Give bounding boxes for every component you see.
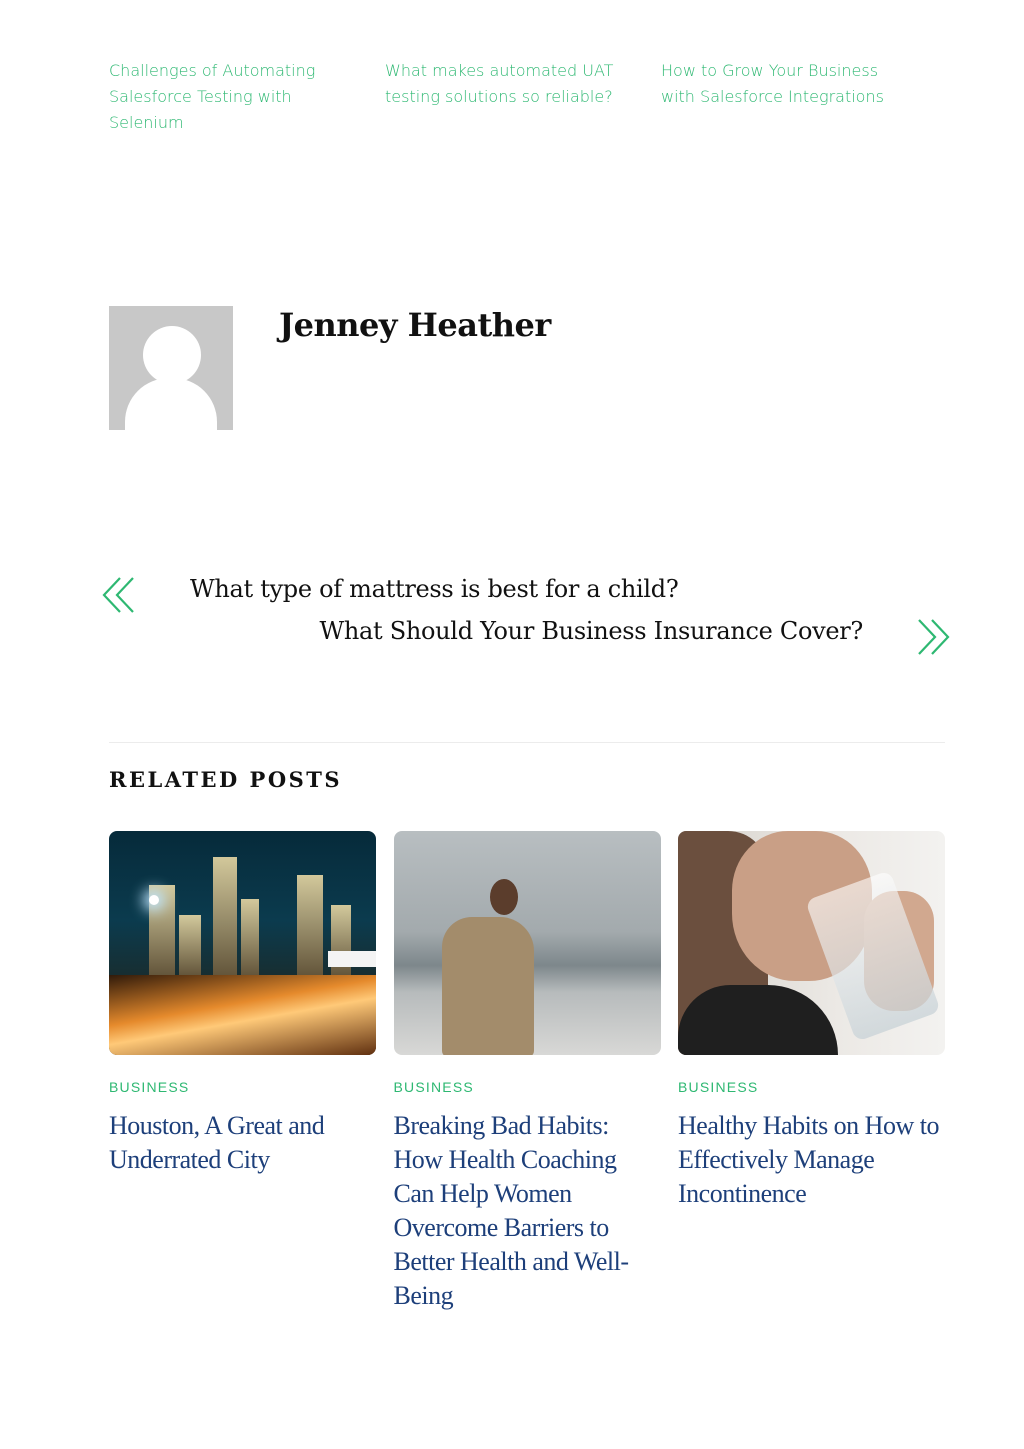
post-navigation <box>100 570 960 670</box>
related-post-card <box>394 831 661 1313</box>
related-post-title[interactable]: Houston, A Great and Underrated City <box>109 1111 325 1174</box>
top-post-link-1[interactable]: Challenges of Automating Salesforce Testing with Selenium <box>109 61 316 132</box>
related-post-card <box>109 831 376 1313</box>
double-chevron-left-icon[interactable] <box>100 576 138 614</box>
section-divider <box>109 742 945 743</box>
avatar-head-shape <box>143 326 201 384</box>
related-post-category[interactable]: BUSINESS <box>109 1079 190 1095</box>
related-post-image-water[interactable] <box>678 831 945 1055</box>
author-name[interactable]: Jenney Heather <box>279 306 551 344</box>
next-post-link[interactable]: What Should Your Business Insurance Cover? <box>319 617 863 645</box>
top-post-links <box>109 58 945 136</box>
related-post-title[interactable]: Healthy Habits on How to Effectively Manage Incontinence <box>678 1111 939 1208</box>
avatar-body-shape <box>125 378 217 430</box>
related-post-title[interactable]: Breaking Bad Habits: How Health Coaching Can Help Women Overcome Barriers to Better Health and Well-Being <box>393 1111 629 1310</box>
related-posts-grid <box>109 831 945 1313</box>
author-avatar <box>109 306 233 430</box>
related-post-image-habits[interactable] <box>394 831 661 1055</box>
top-post-link-3[interactable]: How to Grow Your Business with Salesforce Integrations <box>661 61 884 106</box>
related-post-card <box>678 831 945 1313</box>
related-post-category[interactable]: BUSINESS <box>678 1079 759 1095</box>
related-post-category[interactable]: BUSINESS <box>393 1079 474 1095</box>
related-post-image-houston[interactable] <box>109 831 376 1055</box>
author-box <box>109 306 551 430</box>
double-chevron-right-icon[interactable] <box>914 618 952 656</box>
previous-post-link[interactable]: What type of mattress is best for a child? <box>190 575 679 603</box>
top-post-link-2[interactable]: What makes automated UAT testing solutions so reliable? <box>385 61 614 106</box>
related-posts-heading: RELATED POSTS <box>109 767 343 792</box>
